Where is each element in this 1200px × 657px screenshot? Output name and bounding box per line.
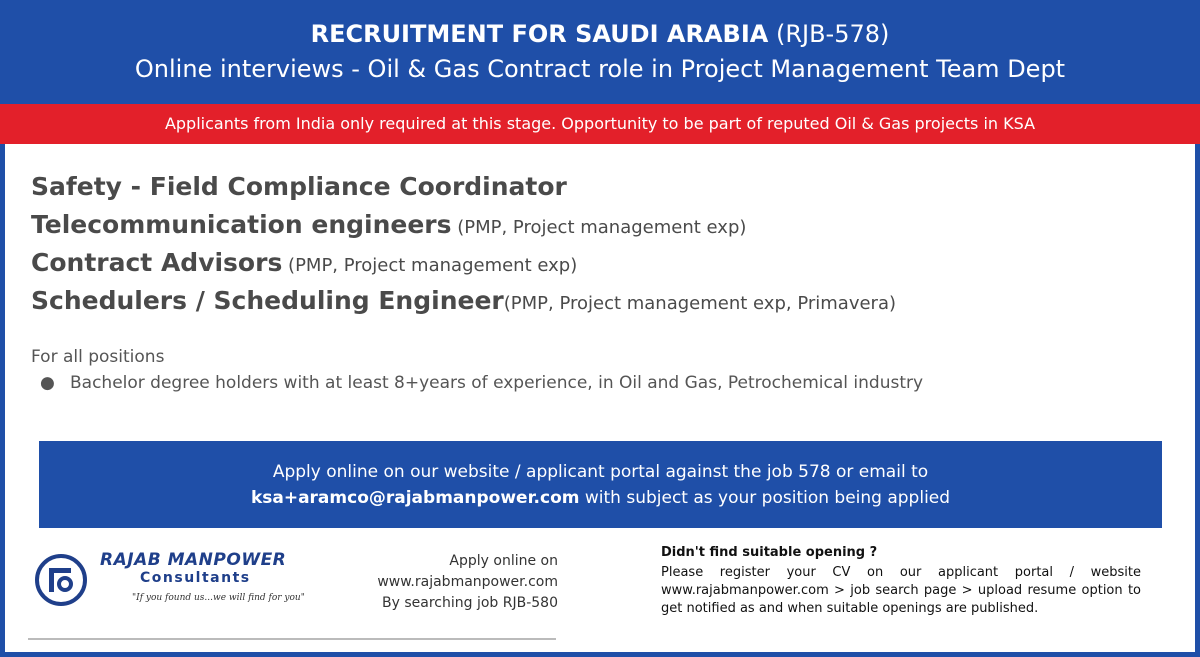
page-title: [0, 18, 1200, 50]
positions-list: [31, 168, 1171, 320]
title-main: RECRUITMENT FOR SAUDI ARABIA: [310, 20, 769, 48]
position-note: (PMP, Project management exp): [451, 217, 747, 238]
position-item: [31, 282, 1171, 320]
footer-divider: [28, 638, 556, 640]
bullet-icon: ●: [40, 373, 55, 393]
requirement-item: [40, 373, 923, 393]
header-banner: [0, 0, 1200, 104]
position-title: Schedulers / Scheduling Engineer: [31, 286, 504, 315]
rajab-logo-icon: [34, 553, 88, 607]
job-search-ref: By searching job RJB-580: [382, 595, 558, 611]
position-note: (PMP, Project management exp): [282, 255, 578, 276]
title-ref: (RJB-578): [775, 20, 890, 48]
apply-box: [39, 441, 1162, 528]
position-item: [31, 244, 1171, 282]
brand-tagline: "If you found us...we will find for you": [132, 593, 305, 603]
position-item: [31, 168, 1171, 206]
notice-bar: Applicants from India only required at this stage. Opportunity to be part of reputed Oil & Gas projects in KSA: [0, 104, 1200, 144]
requirement-text: Bachelor degree holders with at least 8+years of experience, in Oil and Gas, Petrochemical industry: [70, 373, 924, 393]
apply-online-label: Apply online on: [449, 553, 558, 569]
position-title: Telecommunication engineers: [31, 210, 452, 239]
position-note: (PMP, Project management exp, Primavera): [503, 293, 897, 314]
apply-email-link[interactable]: ksa+aramco@rajabmanpower.com: [250, 488, 580, 508]
website-link[interactable]: www.rajabmanpower.com: [377, 574, 558, 590]
brand-name: RAJAB MANPOWER: [100, 550, 287, 570]
apply-email-subject: with subject as your position being applied: [579, 488, 951, 508]
apply-instruction: Apply online on our website / applicant portal against the job 578 or email to: [272, 462, 929, 482]
position-item: [31, 206, 1171, 244]
position-title: Safety - Field Compliance Coordinator: [31, 172, 567, 201]
position-title: Contract Advisors: [31, 248, 283, 277]
didnt-find-body: Please register your CV on our applicant portal / website www.rajabmanpower.com > job search page > upload resume option to get notified as and when suitable openings are published.: [661, 565, 1141, 616]
brand-subtitle: Consultants: [140, 570, 251, 586]
apply-email-line: [39, 486, 1162, 510]
page-subtitle: Online interviews - Oil & Gas Contract role in Project Management Team Dept: [134, 55, 1066, 83]
didnt-find-title: Didn't find suitable opening ?: [661, 545, 878, 560]
apply-online-info: [340, 551, 558, 614]
requirements-heading: For all positions: [31, 347, 165, 367]
